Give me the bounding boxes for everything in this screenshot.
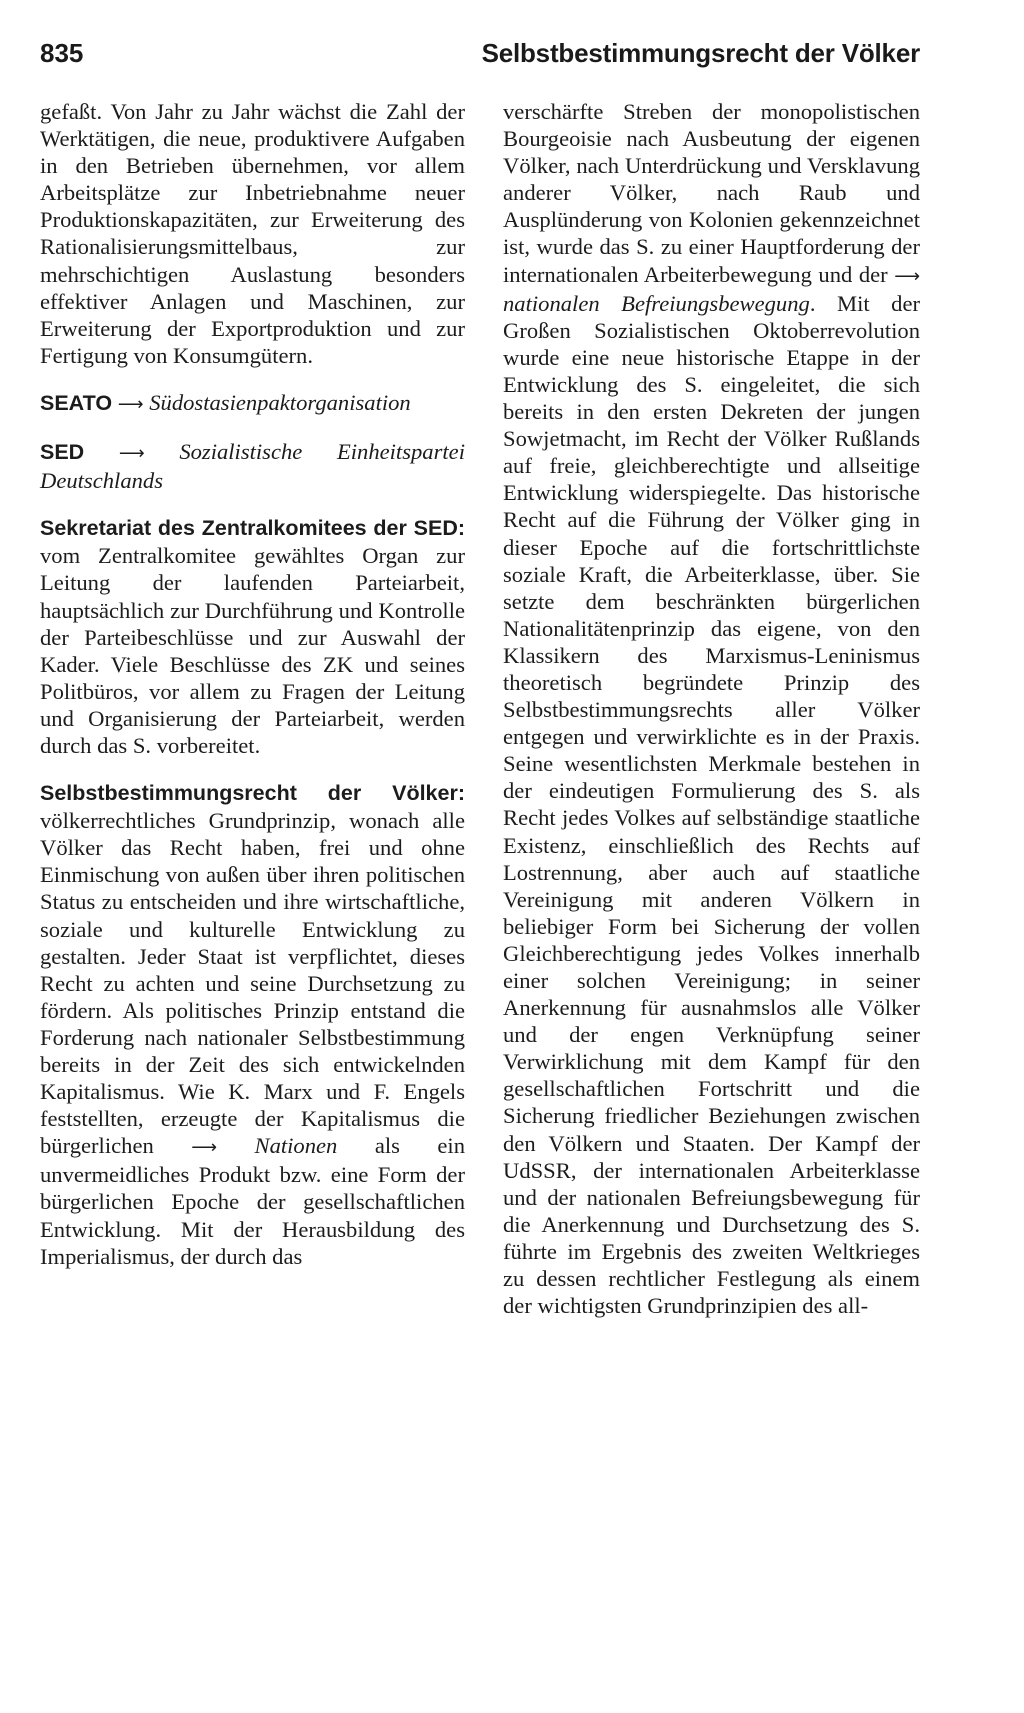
entry-sekretariat	[40, 514, 465, 759]
cross-reference-arrow-icon: ⟶	[117, 393, 144, 415]
cross-reference-arrow-icon: ⟶	[191, 1137, 218, 1159]
right-column	[503, 98, 920, 1319]
cross-reference-nationen[interactable]: Nationen	[254, 1133, 338, 1159]
right-text-1: verschärfte Streben der monopolistischen Bourgeoisie nach Ausbeutung der eigenen Völker, nach Unterdrückung und Versklavung anderer Völker, nach Raub und Ausplünderung von Kolonien gekennzeichnet ist, wurde das S. zu einer Hauptforderung der internationalen Arbeiterbewegung und der	[503, 99, 920, 287]
entry-term-seato: SEATO	[40, 390, 113, 415]
running-title: Selbstbestimmungsrecht der Völker	[481, 38, 920, 68]
entry-sed	[40, 438, 465, 494]
left-column	[40, 98, 465, 1270]
entry-text-selbstbestimmungsrecht-1: völkerrechtliches Grundprinzip, wonach alle Völker das Recht haben, frei und ohne Einmischung von außen über ihren politischen Status zu entscheiden und ihre wirtschaftliche, soziale und kulturelle Entwicklung zu gestalten. Jeder Staat ist verpflichtet, dieses Recht zu achten und seine Durchsetzung zu fördern. Als politisches Prinzip entstand die Forderung nach nationaler Selbstbestimmung bereits in der Zeit des sich entwickelnden Kapitalismus. Wie K. Marx und F. Engels feststellten, erzeugte der Kapitalismus die bürgerlichen	[40, 808, 465, 1159]
continuation-text: gefaßt. Von Jahr zu Jahr wächst die Zahl der Werktätigen, die neue, produktivere Aufgaben in den Betrieben übernehmen, vor allem Arbeitsplätze zur Inbetriebnahme neuer Produktionskapazitäten, zur Erweiterung des Rationalisierungsmittelbaus, zur mehrschichtigen Auslastung besonders effektiver Anlagen und Maschinen, zur Erweiterung der Exportproduktion und zur Fertigung von Konsumgütern.	[40, 99, 465, 368]
continuation-paragraph	[40, 98, 465, 369]
entry-term-sed: SED	[40, 440, 85, 465]
right-column-paragraph	[503, 98, 920, 1319]
cross-reference-befreiungsbewegung[interactable]: nationalen Befreiungsbewegung	[503, 290, 810, 316]
cross-reference-seato[interactable]: Südostasienpaktorganisation	[149, 389, 411, 415]
entry-seato	[40, 389, 465, 418]
right-text-2: . Mit der Großen Sozialistischen Oktoberrevolution wurde eine neue historische Etappe in der Entwicklung des S. eingeleitet, die sich bereits in den ersten Dekreten der jungen Sowjetmacht, im Recht der Völker Rußlands auf freie, gleichberechtigte und allseitige Entwicklung widerspiegelte. Das historische Recht auf die Führung der Völker ging in dieser Epoche auf die fortschrittlichste soziale Kraft, die Arbeiterklasse, über. Sie setzte dem beschränkten bürgerlichen Nationalitätenprinzip das eigene, von den Klassikern des Marxismus-Leninismus theoretisch begründete Prinzip des Selbstbestimmungsrechts aller Völker entgegen und verwirklichte es in der Praxis. Seine wesentlichsten Merkmale bestehen in der eindeutigen Formulierung des S. als Recht jedes Volkes auf selbständige staatliche Existenz, einschließlich des Rechts auf Lostrennung, aber auch auf staatliche Vereinigung mit anderen Völkern in beliebiger Form bei Sicherung der vollen Gleichberechtigung jedes Volkes innerhalb einer solchen Vereinigung; in seiner Anerkennung für ausnahmslos alle Völker und der engen Verknüpfung seiner Verwirklichung mit dem Kampf für den gesellschaftlichen Fortschritt und die Sicherung friedlicher Beziehungen zwischen den Völkern und Staaten. Der Kampf der UdSSR, der internationalen Arbeiterklasse und der nationalen Befreiungsbewegung für die Anerkennung und Durchsetzung des S. führte im Ergebnis des zweiten Weltkrieges zu dessen rechtlicher Festlegung als einem der wichtigsten Grundprinzipien des all-	[503, 290, 920, 1319]
cross-reference-arrow-icon: ⟶	[118, 443, 145, 465]
entry-selbstbestimmungsrecht	[40, 779, 465, 1270]
entry-term-selbstbestimmungsrecht: Selbstbestimmungsrecht der Völker:	[40, 781, 465, 806]
entry-text-sekretariat: vom Zentralkomitee gewähltes Organ zur Leitung der laufenden Parteiarbeit, hauptsächlich zur Durchführung und Kontrolle der Parteibeschlüsse und zur Auswahl der Kader. Viele Beschlüsse des ZK und seines Politbüros, vor allem zu Fragen der Leitung und Organisierung der Parteiarbeit, werden durch das S. vorbereitet.	[40, 543, 465, 758]
cross-reference-sed[interactable]: Sozialistische Einheitspartei Deutschlands	[40, 439, 465, 494]
entry-term-sekretariat: Sekretariat des Zentralkomitees der SED:	[40, 516, 465, 541]
cross-reference-arrow-icon: ⟶	[894, 265, 920, 287]
entry-text-selbstbestimmungsrecht-2: als ein unvermeidliches Produkt bzw. eine Form der bürgerlichen Epoche der gesellschaftlichen Entwicklung. Mit der Herausbildung des Imperialismus, der durch das	[40, 1133, 465, 1269]
page-number: 835	[40, 38, 84, 68]
page-header	[40, 38, 920, 78]
